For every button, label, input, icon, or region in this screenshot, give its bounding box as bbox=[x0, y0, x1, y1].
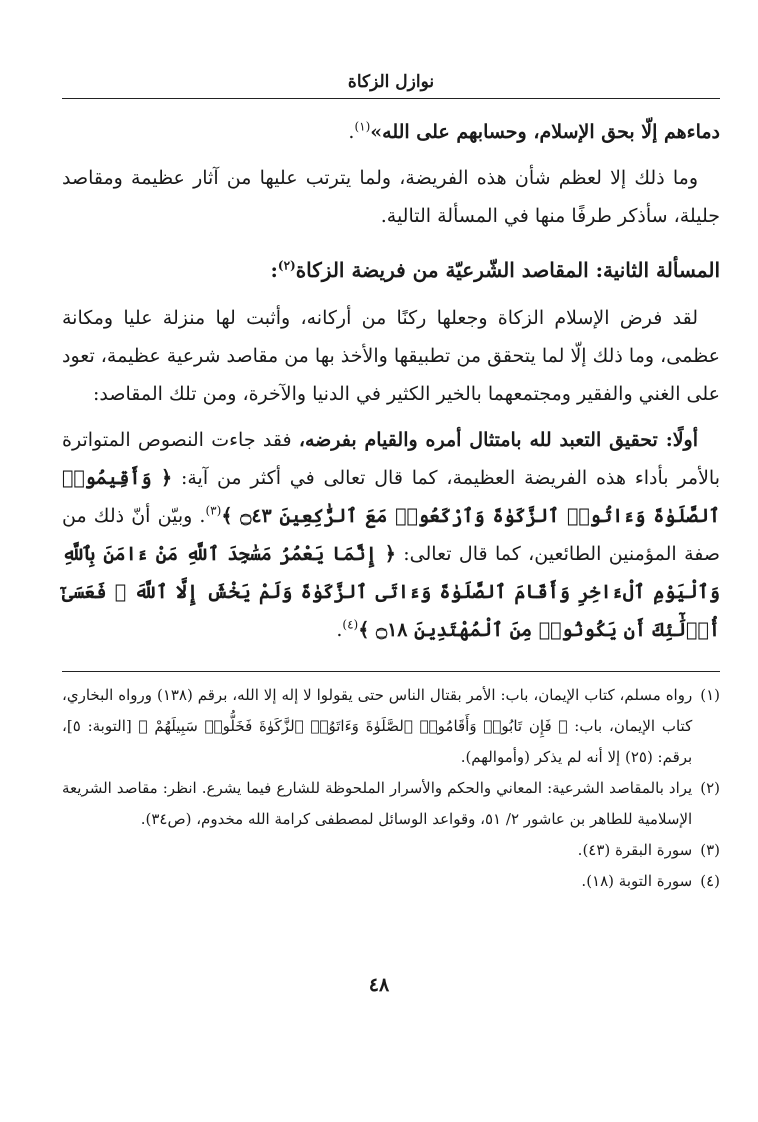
footnote-ref-1[interactable]: (١) bbox=[354, 119, 371, 134]
paragraph-importance: وما ذلك إلا لعظم شأن هذه الفريضة، ولما يترتب عليها من آثار عظيمة ومقاصد جليلة، سأذكر طرفًا منها في المسألة التالية. bbox=[62, 167, 720, 227]
paragraph-objectives-intro: لقد فرض الإسلام الزكاة وجعلها ركنًا من أركانه، وأثبت لها منزلة عليا ومكانة عظمى، وما ذلك إلّا لما يتحقق من تطبيقها والأخذ بها من مقاصد شرعية عظيمة، تعود على الغني والفقير ومجتمعهما بالخير الكثير في الدنيا والآخرة، ومن تلك المقاصد: bbox=[62, 307, 720, 405]
footnote-ref-2[interactable]: (٢) bbox=[277, 258, 296, 273]
footnote-text: يراد بالمقاصد الشرعية: المعاني والحكم والأسرار الملحوظة للشارع فيما يشرع. انظر: مقاصد الشريعة الإسلامية للطاهر بن عاشور ٢/ ٥١، وقواعد الوسائل لمصطفى كرامة الله مخدوم، (ص٣٤). bbox=[62, 779, 693, 828]
footnote-1 bbox=[62, 680, 720, 773]
section-heading-text: المسألة الثانية: المقاصد الشّرعيّة من فريضة الزكاة bbox=[295, 258, 720, 282]
main-text bbox=[62, 113, 720, 649]
footnote-ref-3[interactable]: (٣) bbox=[205, 503, 222, 518]
first-objective-title: أولًا: تحقيق التعبد لله بامتثال أمره والقيام بفرضه، bbox=[298, 429, 698, 451]
first-objective-text-1: فقد جاءت النصوص المتواترة بالأمر بأداء هذه الفريضة العظيمة، كما قال تعالى في أكثر من آية: bbox=[62, 429, 720, 489]
footnote-2 bbox=[62, 773, 720, 835]
footnote-number: (٤) bbox=[700, 872, 720, 890]
section-heading-colon: : bbox=[270, 258, 278, 282]
paragraph-hadith-end bbox=[62, 113, 720, 151]
book-page bbox=[62, 72, 720, 1082]
paragraph-first-objective bbox=[62, 421, 720, 649]
footnote-text: سورة البقرة (٤٣). bbox=[577, 841, 693, 859]
paragraph-tail: . bbox=[348, 121, 355, 143]
hadith-quote-end: دماءهم إلّا بحق الإسلام، وحسابهم على الله» bbox=[370, 121, 720, 143]
footnote-text: رواه مسلم، كتاب الإيمان، باب: الأمر بقتال الناس حتى يقولوا لا إله إلا الله، برقم (١٣٨) ورواه البخاري، كتاب الإيمان، باب: ﴿ فَإِن تَابُوا۟ وَأَقَامُوا۟ ٱلصَّلَوٰةَ وَءَاتَوُا۟ ٱلزَّكَوٰةَ فَخَلُّوا۟ سَبِيلَهُمْ ﴾ [التوبة: ٥]، برقم: (٢٥) إلا أنه لم يذكر (وأموالهم). bbox=[62, 686, 693, 766]
footnote-number: (٣) bbox=[700, 841, 720, 859]
footnote-text: سورة التوبة (١٨). bbox=[581, 872, 693, 890]
page-number: ٤٨ bbox=[368, 974, 390, 996]
quran-verse-baqarah-43: ﴿ وَأَقِيمُوا۟ ٱلصَّلَوٰةَ وَءَاتُوا۟ ٱلزَّكَوٰةَ وَٱرْكَعُوا۟ مَعَ ٱلرَّٰكِعِينَ ۝٤٣ ﴾ bbox=[62, 467, 721, 527]
footnote-number: (٢) bbox=[700, 779, 720, 797]
footnotes-section bbox=[62, 680, 720, 897]
footnotes-divider bbox=[62, 671, 720, 672]
first-objective-tail: . bbox=[336, 619, 343, 641]
first-objective-text-2: . وبيّن أنّ ذلك من صفة المؤمنين الطائعين، كما قال تعالى: bbox=[62, 505, 720, 565]
running-header: نوازل الزكاة bbox=[62, 72, 720, 99]
section-heading bbox=[62, 251, 720, 289]
footnote-3 bbox=[62, 835, 720, 866]
quran-verse-tawbah-18: ﴿ إِنَّمَا يَعْمُرُ مَسَٰجِدَ ٱللَّهِ مَنْ ءَامَنَ بِٱللَّهِ وَٱلْيَوْمِ ٱلْءَاخِرِ وَأَقَامَ ٱلصَّلَوٰةَ وَءَاتَى ٱلزَّكَوٰةَ وَلَمْ يَخْشَ إِلَّا ٱللَّهَ ۖ فَعَسَىٰٓ أُو۟لَٰٓئِكَ أَن يَكُونُوا۟ مِنَ ٱلْمُهْتَدِينَ ۝١٨ ﴾ bbox=[62, 543, 720, 641]
footnote-ref-4[interactable]: (٤) bbox=[342, 617, 359, 632]
footnote-number: (١) bbox=[700, 686, 720, 704]
footnote-4 bbox=[62, 866, 720, 897]
